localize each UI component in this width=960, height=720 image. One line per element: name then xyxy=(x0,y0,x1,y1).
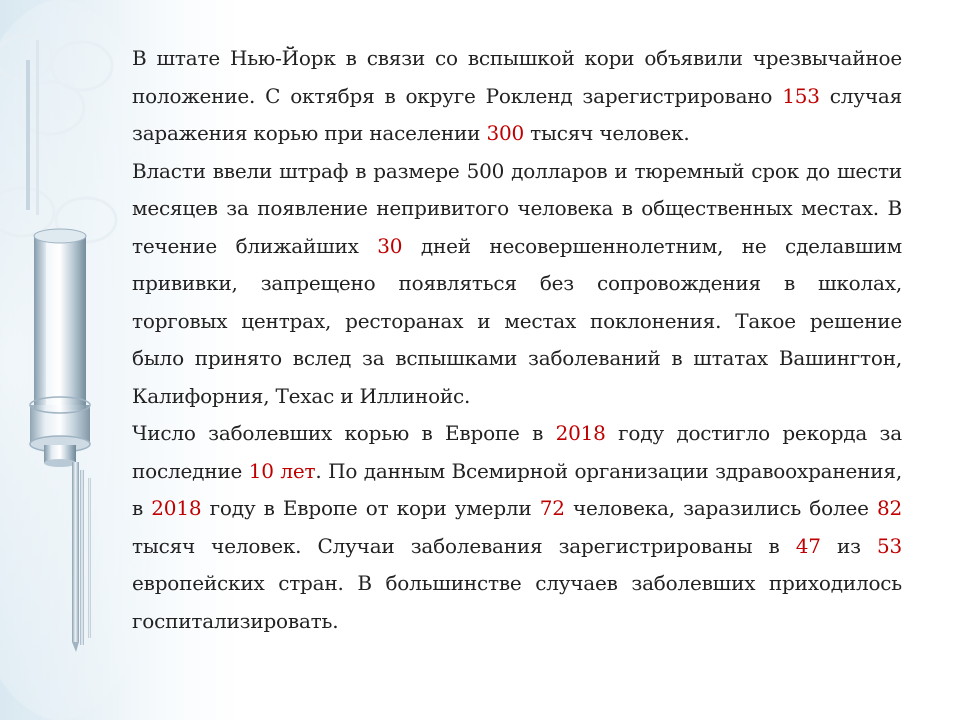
text-segment: В штате Нью-Йорк в связи со вспышкой кори объявили чрезвычайное положение. С октября в округе Рокленд зарегистрировано xyxy=(132,46,902,108)
text-segment: дней несовершеннолетним, не сделавшим прививки, запрещено появляться без сопровождения в школах, торговых центрах, ресторанах и местах поклонения. Такое решение было принято вслед за вспышками заболеваний в штатах Вашингтон, Калифорния, Техас и Иллинойс. xyxy=(132,233,902,408)
text-segment: тысяч человек. xyxy=(524,121,690,145)
barrel xyxy=(30,229,90,467)
text-segment: случая заражения корью при населении xyxy=(132,83,902,145)
highlight-number: 10 лет xyxy=(248,458,316,483)
paragraph-3 xyxy=(132,415,902,640)
paragraph-1 xyxy=(132,40,902,153)
highlight-number: 2018 xyxy=(151,496,202,520)
highlight-number: 53 xyxy=(876,533,902,558)
text-segment: Власти ввели штраф в размере 500 долларов и тюремный срок до шести месяцев за появление непривитого человека в общественных местах. В течение ближайших xyxy=(132,158,902,258)
text-segment: тысяч человек. Случаи заболевания зарегистрированы в xyxy=(132,533,796,558)
highlight-number: 82 xyxy=(876,496,902,520)
needle xyxy=(72,462,91,652)
highlight-number: 47 xyxy=(795,533,821,558)
text-segment: году достигло рекорда за последние xyxy=(132,421,902,483)
text-segment: году в Европе от кори умерли xyxy=(201,496,540,520)
article-text xyxy=(132,40,902,640)
highlight-number: 153 xyxy=(782,83,820,108)
text-segment: европейских стран. В большинстве случаев заболевших приходилось госпитализировать. xyxy=(132,571,902,633)
text-segment: . По данным Всемирной организации здравоохранения, в xyxy=(132,458,903,520)
text-segment: из xyxy=(820,533,877,558)
text-segment: человека, заразились более xyxy=(564,496,877,520)
paragraph-2 xyxy=(132,153,902,416)
text-segment: Число заболевших корью в Европе в xyxy=(132,421,556,445)
highlight-number: 300 xyxy=(486,121,525,145)
highlight-number: 2018 xyxy=(555,421,606,445)
highlight-number: 30 xyxy=(377,233,403,258)
highlight-number: 72 xyxy=(539,496,565,520)
